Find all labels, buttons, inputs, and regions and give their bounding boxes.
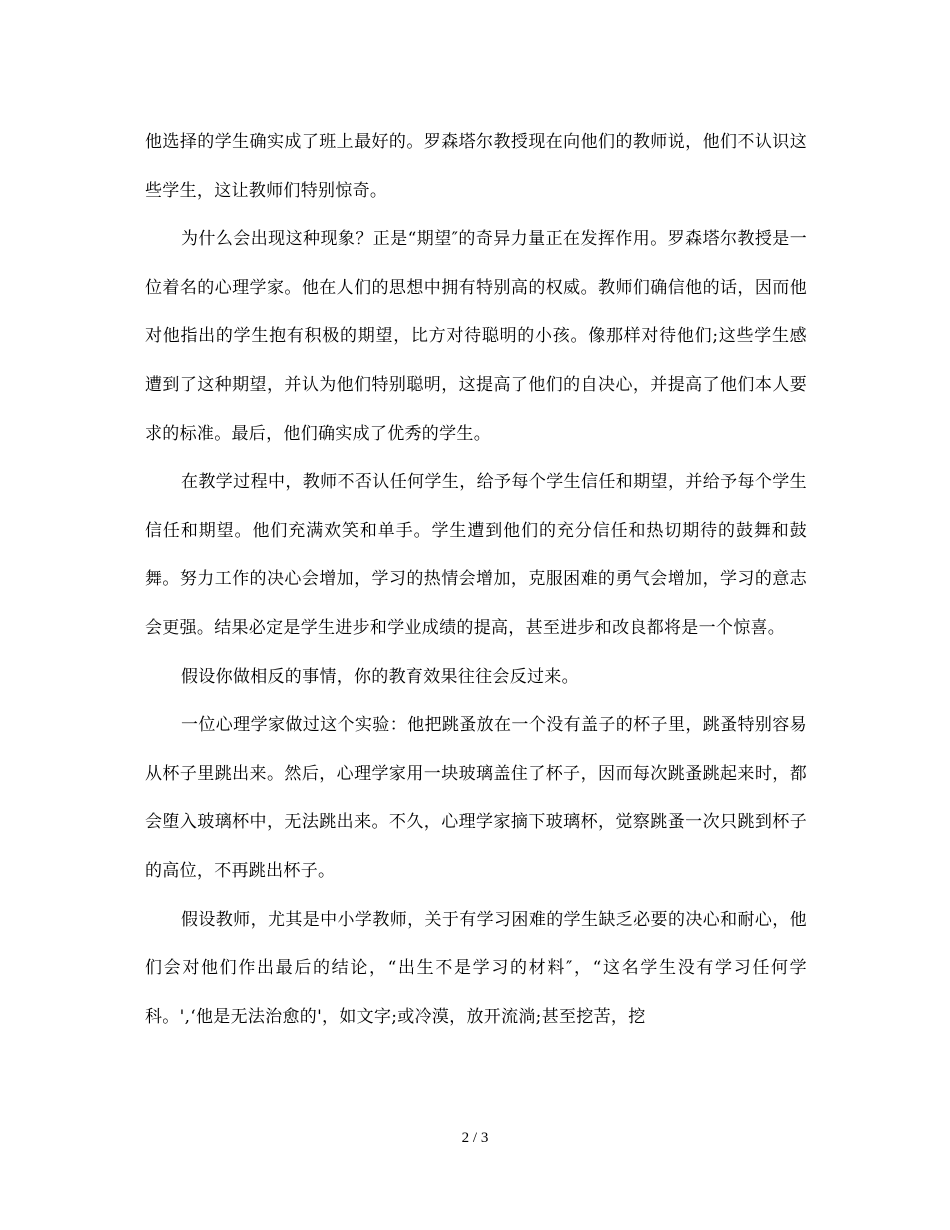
paragraph-3: 在教学过程中，教师不否认任何学生，给予每个学生信任和期望，并给予每个学生信任和期望。他们充满欢笑和单手。学生遭到他们的充分信任和热切期待的鼓舞和鼓舞。努力工作的决心会增加，学习的热情会增加，克服困难的勇气会增加，学习的意志会更强。结果必定是学生进步和学业成绩的提高，甚至进步和改良都将是一个惊喜。	[145, 472, 807, 638]
paragraph-5: 一位心理学家做过这个实验：他把跳蚤放在一个没有盖子的杯子里，跳蚤特别容易从杯子里跳出来。然后，心理学家用一块玻璃盖住了杯子，因而每次跳蚤跳起来时，都会堕入玻璃杯中，无法跳出来。不久，心理学家摘下玻璃杯，觉察跳蚤一次只跳到杯子的高位，不再跳出杯子。	[145, 715, 807, 881]
paragraph-6: 假设教师，尤其是中小学教师，关于有学习困难的学生缺乏必要的决心和耐心，他们会对他们作出最后的结论，“出生不是学习的材料″，“这名学生没有学习任何学科。',‘他是无法治愈的'，如文字;或冷漠，放开流淌;甚至挖苦，挖	[145, 909, 807, 1027]
paragraph-4: 假设你做相反的事情，你的教育效果往往会反过来。	[181, 666, 579, 687]
paragraph-1: 他选择的学生确实成了班上最好的。罗森塔尔教授现在向他们的教师说，他们不认识这些学生，这让教师们特别惊奇。	[145, 132, 807, 201]
document-body	[145, 118, 807, 1041]
page-number: 2 / 3	[461, 1130, 489, 1146]
paragraph-2: 为什么会出现这种现象？正是“期望″的奇异力量正在发挥作用。罗森塔尔教授是一位着名的心理学家。他在人们的思想中拥有特别高的权威。教师们确信他的话，因而他对他指出的学生抱有积极的期望，比方对待聪明的小孩。像那样对待他们;这些学生感遭到了这种期望，并认为他们特别聪明，这提高了他们的自决心，并提高了他们本人要求的标准。最后，他们确实成了优秀的学生。	[145, 229, 807, 444]
